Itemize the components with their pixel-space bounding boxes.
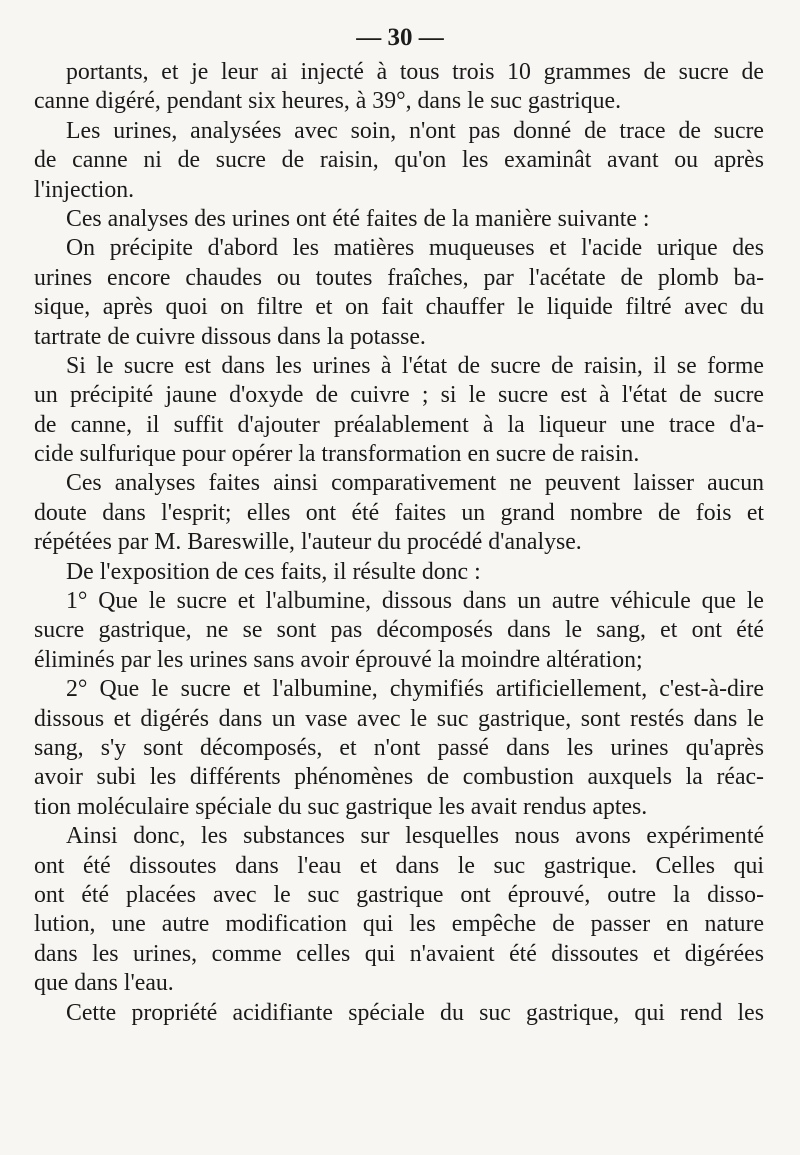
text-line: cide sulfurique pour opérer la transformation en sucre de raisin. [34, 441, 640, 468]
text-line: tartrate de cuivre dissous dans la potasse. [34, 323, 426, 350]
text-line: 2° Que le sucre et l'albumine, chymifiés artificiellement, c'est-à-dire [66, 676, 764, 703]
paragraph [34, 58, 764, 117]
paragraph [34, 558, 764, 587]
paragraph [34, 205, 764, 234]
text-line: Cette propriété acidifiante spéciale du suc gastrique, qui rend les [66, 999, 764, 1026]
paragraph [34, 675, 764, 822]
paragraph [34, 469, 764, 557]
page-number: — 30 — [356, 24, 444, 51]
text-line: de canne, il suffit d'ajouter préalablement à la liqueur une trace d'a- [34, 411, 764, 438]
text-line: sique, après quoi on filtre et on fait chauffer le liquide filtré avec du [34, 294, 764, 321]
page-body-text [34, 58, 764, 1028]
text-line: Ces analyses faites ainsi comparativement ne peuvent laisser aucun [66, 470, 764, 497]
text-line: avoir subi les différents phénomènes de combustion auxquels la réac- [34, 764, 764, 791]
text-line: urines encore chaudes ou toutes fraîches, par l'acétate de plomb ba- [34, 264, 764, 291]
text-line: Ces analyses des urines ont été faites de la manière suivante : [66, 205, 650, 232]
text-line: On précipite d'abord les matières muqueuses et l'acide urique des [66, 235, 764, 262]
text-line: De l'exposition de ces faits, il résulte donc : [66, 558, 481, 585]
text-line: sang, s'y sont décomposés, et n'ont passé dans les urines qu'après [34, 734, 764, 761]
paragraph [34, 999, 764, 1028]
paragraph [34, 822, 764, 998]
paragraph [34, 117, 764, 205]
text-line: Ainsi donc, les substances sur lesquelles nous avons expérimenté [66, 823, 764, 850]
text-line: doute dans l'esprit; elles ont été faites un grand nombre de fois et [34, 499, 764, 526]
text-line: canne digéré, pendant six heures, à 39°, dans le suc gastrique. [34, 88, 622, 115]
text-line: que dans l'eau. [34, 970, 174, 997]
text-line: sucre gastrique, ne se sont pas décomposés dans le sang, et ont été [34, 617, 764, 644]
text-line: répétées par M. Bareswille, l'auteur du procédé d'analyse. [34, 529, 582, 556]
text-line: Si le sucre est dans les urines à l'état de sucre de raisin, il se forme [66, 352, 764, 379]
text-line: dans les urines, comme celles qui n'avaient été dissoutes et digérées [34, 940, 764, 967]
text-line: ont été placées avec le suc gastrique ont éprouvé, outre la disso- [34, 881, 764, 908]
paragraph [34, 587, 764, 675]
text-line: portants, et je leur ai injecté à tous trois 10 grammes de sucre de [66, 59, 764, 85]
text-line: dissous et digérés dans un vase avec le suc gastrique, sont restés dans le [34, 705, 764, 732]
text-line: Les urines, analysées avec soin, n'ont pas donné de trace de sucre [66, 117, 764, 144]
text-line: ont été dissoutes dans l'eau et dans le suc gastrique. Celles qui [34, 852, 764, 879]
text-line: lution, une autre modification qui les empêche de passer en nature [34, 911, 764, 938]
text-line: éliminés par les urines sans avoir éprouvé la moindre altération; [34, 646, 643, 673]
text-line: l'injection. [34, 176, 135, 203]
paragraph [34, 352, 764, 470]
text-line: un précipité jaune d'oxyde de cuivre ; si le sucre est à l'état de sucre [34, 382, 764, 409]
text-line: de canne ni de sucre de raisin, qu'on les examinât avant ou après [34, 147, 764, 174]
paragraph [34, 234, 764, 352]
text-line: 1° Que le sucre et l'albumine, dissous dans un autre véhicule que le [66, 588, 764, 615]
text-line: tion moléculaire spéciale du suc gastrique les avait rendus aptes. [34, 793, 648, 820]
